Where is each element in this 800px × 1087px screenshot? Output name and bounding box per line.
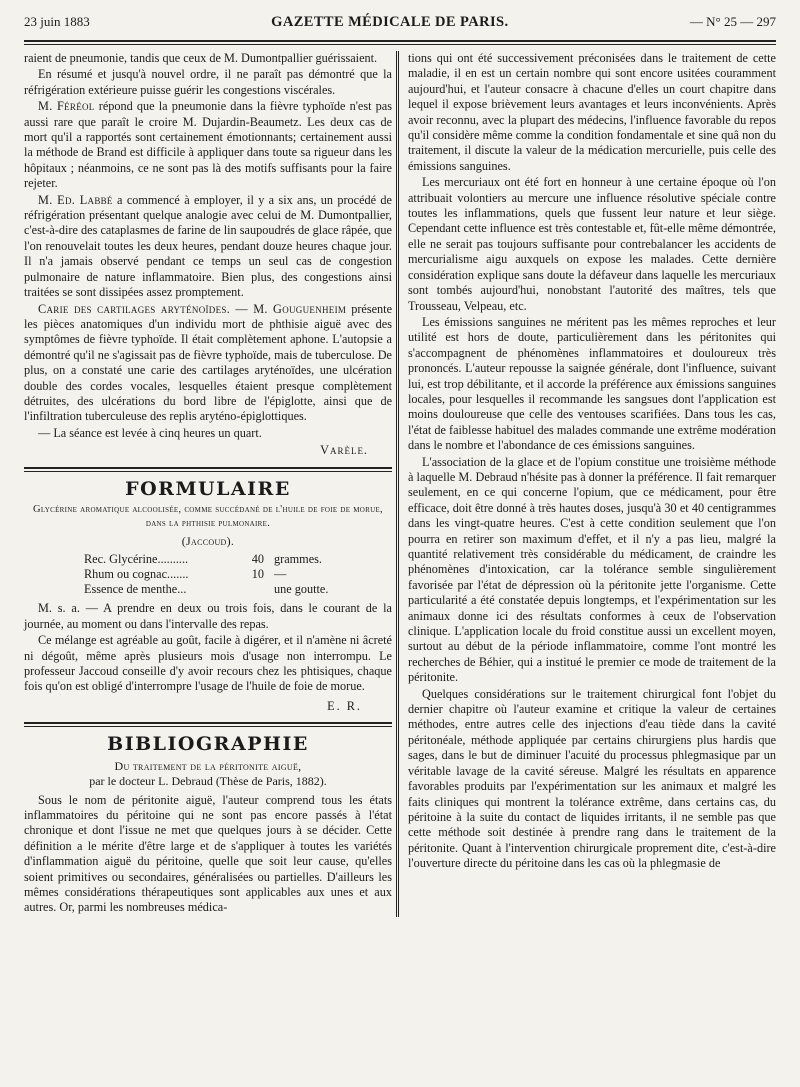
columns xyxy=(24,51,776,917)
recipe-row xyxy=(84,552,392,567)
paragraph: raient de pneumonie, tandis que ceux de M. Dumontpallier guérissaient. xyxy=(24,51,378,65)
column-separator xyxy=(396,51,399,917)
quantity xyxy=(234,582,264,597)
work-author: par le docteur L. Debraud (Thèse de Paris, 1882). xyxy=(89,773,327,788)
section-rule xyxy=(24,467,392,472)
speaker-name: — M. Gouguenheim xyxy=(230,301,347,316)
paragraph: Ce mélange est agréable au goût, facile à digérer, et il n'amène ni âcreté ni dégoût, même après plusieurs mois d'usage non interrompu. Le professeur Jaccoud conseille d'y avoir recours chez les phtisiques, chaque fois qu'on est obligé d'interrompre l'usage de l'huile de foie de morue. xyxy=(24,633,392,694)
recipe xyxy=(84,552,392,597)
work-reference xyxy=(24,759,392,789)
ingredient: Rec. Glycérine.......... xyxy=(84,552,189,567)
header-date: 23 juin 1883 xyxy=(24,14,90,29)
header-rule xyxy=(24,40,776,45)
paragraph: — La séance est levée à cinq heures un quart. xyxy=(38,425,262,440)
unit: une goutte. xyxy=(274,582,329,597)
paragraph: L'association de la glace et de l'opium constitue une troisième méthode à laquelle M. Debraud n'hésite pas à donner la préférence. Il fait remarquer seulement, en ce qui concerne l'opium, que ce médicament, pour être efficace, doit être donné à très hautes doses, jusqu'à 30 et 40 centigrammes dans les vingt-quatre heures. C'est à cette condition seulement que l'on pourra en retirer son maximum d'effet, et il n'y a pas lieu, malgré la quantité relativement très considérable du médicament, de craindre les phénomènes d'intoxication, car la tolérance semble singulièrement favorisée par l'état de dépression où la péritonite jette l'organisme. Cette particularité a été constatée depuis longtemps, et l'expérimentation sur les animaux donne ici des résultats conformes à ceux de l'observation clinique. L'application locale du froid constitue aussi un excellent moyen, surtout au début de la période inflammatoire, comme l'ont montré les recherches de Béhier, qui a institué le premier ce mode de traitement de la péritonite. xyxy=(408,454,776,685)
page-number: — N° 25 — 297 xyxy=(689,14,776,29)
paragraph: Les mercuriaux ont été fort en honneur à une certaine époque où l'on attribuait volontiers au mercure une influence résolutive spéciale contre toutes les inflammations, quels que fussent leur nature et leur siège. Cependant cette influence est très contestable et, fût-elle même démontrée, elle ne serait pas toujours suffisante pour contrebalancer les accidents de mercurialisme aigu auxquels on expose les malades. Cette dernière considération explique sans doute la défaveur dans laquelle les mercuriaux sont tombés aujourd'hui, nonobstant l'autorité des maîtres, tels que Trousseau, Velpeau, etc. xyxy=(408,175,776,313)
paragraph: Les émissions sanguines ne méritent pas les mêmes reproches et leur utilité est hors de doute, particulièrement dans les péritonites qui s'accompagnent de phénomènes inflammatoires et douloureux très prononcés. L'auteur repousse la saignée générale, dont l'influence, suivant lui, est trop débilitante, et il accorde la préférence aux émissions sanguines locales, pour lesquelles il recommande les sangsues dont l'application est moins douloureuse que celle des ventouses scarifiées. Dans tous les cas, l'état de faiblesse habituel des malades commande une extrême modération dans le nombre et l'abondance de ces émissions sanguines. xyxy=(408,314,776,453)
paragraph: Sous le nom de péritonite aiguë, l'auteur comprend tous les états inflammatoires du péritoine qui ne sont pas encore passés à l'état chronique et dont l'issue ne met que quelques jours à se décider. Cette définition a le mérite d'être large et de s'appliquer à toutes les variétés d'inflammation aiguë du péritoine, quelle que soit leur cause, qu'elles soient primitives ou secondaires, généralisées ou partielles. D'ailleurs les mêmes considérations thérapeutiques sont applicables aux unes et aux autres. Or, parmi les nombreuses médica- xyxy=(24,792,392,915)
paragraph-text: présente les pièces anatomiques d'un individu mort de phthisie aiguë avec des symptômes de fièvre typhoïde. Il était complètement aphone. L'autopsie a démontré qu'il ne s'agissait pas de fièvre typhoïde, mais de tuberculose. De plus, on a constaté une carie des cartilages aryténoïdes, une ulcération double des cordes vocales, lesquelles étaient presque complètement détruites, des ulcérations du bord libre de l'épiglotte, ainsi que de l'infiltration tuberculeuse des replis aryténo-épiglottiques. xyxy=(24,301,393,424)
paragraph xyxy=(24,302,392,425)
left-column xyxy=(24,51,392,917)
initials: E. R. xyxy=(327,698,362,713)
ingredient: Essence de menthe... xyxy=(84,582,187,597)
paragraph: En résumé et jusqu'à nouvel ordre, il ne paraît pas démontré que la réfrigération extérieure puisse guérir les congestions viscérales. xyxy=(24,67,392,97)
unit: grammes. xyxy=(274,552,322,567)
bibliographie-title: BIBLIOGRAPHIE xyxy=(107,733,309,756)
speaker-name: M. Ed. Labbé xyxy=(38,192,113,207)
formulaire-subtitle: Glycérine aromatique alcoolisée, comme succédané de l'huile de foie de morue, dans la phthisie pulmonaire. xyxy=(33,503,383,529)
ingredient: Rhum ou cognac....... xyxy=(84,567,189,582)
paragraph: Quelques considérations sur le traitement chirurgical font l'objet du dernier chapitre où l'auteur examine et critique la valeur de certaines méthodes, entre autres celle des injections d'eau tiède dans la cavité péritonéale, méthode appliquée par certains chirurgiens plus hardis que sages, dans le but de diminuer l'acuité du processus phlegmasique par un véritable lavage de la cavité séreuse. Malgré les résultats en apparence favorables produits par l'expérimentation sur les animaux et malgré les faits cliniques qui montrent la tolérance extrême, dans certains cas, du péritoine à la suite du contact de liquides irritants, il ne semble pas que cette méthode soit destinée à prendre rang dans le traitement de la péritonite. Quant à l'intervention chirurgicale proprement dite, c'est-à-dire l'ouverture directe du péritoine dans les cas où la phlegmasie de xyxy=(408,686,776,871)
section-heading: Carie des cartilages aryténoïdes. xyxy=(38,301,231,316)
work-title: Du traitement de la péritonite aiguë, xyxy=(114,758,302,773)
section-rule xyxy=(24,722,392,727)
paragraph xyxy=(24,193,392,301)
recipe-row xyxy=(84,582,392,597)
paragraph: tions qui ont été successivement préconisées dans le traitement de cette maladie, il en est un certain nombre qui sont encore usitées couramment aujourd'hui, et l'auteur consacre à chacune d'elles un court chapitre dans lequel il expose brièvement leurs avantages et leurs inconvénients. Après avoir reconnu, avec la plupart des médecins, l'influence favorable du repos qu'il considère même comme la condition fondamentale et sine quâ non du traitement, il discute la valeur de la médication mercurielle, puis celle des émissions sanguines. xyxy=(408,51,776,173)
right-column xyxy=(408,51,776,917)
journal-title: GAZETTE MÉDICALE DE PARIS. xyxy=(271,14,509,30)
signature: Varèle. xyxy=(320,443,368,458)
unit: — xyxy=(274,567,287,582)
formulaire-title: FORMULAIRE xyxy=(125,477,291,500)
page-header xyxy=(24,14,776,36)
paragraph: M. s. a. — A prendre en deux ou trois fois, dans le courant de la journée, au moment ou dans l'intervalle des repas. xyxy=(24,601,392,631)
paragraph-text: répond que la pneumonie dans la fièvre typhoïde n'est pas aussi rare que paraît le croire M. Dujardin-Beaumetz. Les deux cas de mort qu'il a rapportés sont certainement émotionnants; certainement aussi la méthode de Brand est difficile à appliquer dans toute sa rigueur dans les hôpitaux ; néanmoins, ce ne sont pas là des motifs suffisants pour la faire rejeter. xyxy=(24,99,392,191)
formulaire-author: (Jaccoud). xyxy=(181,533,235,548)
quantity: 10 xyxy=(251,567,264,582)
recipe-row xyxy=(84,567,392,582)
paragraph-text: a commencé à employer, il y a six ans, un procédé de réfrigération présentant quelque analogie avec celui de M. Dumontpallier, c'est-à-dire des cataplasmes de farine de lin saupoudrés de glace râpée, que l'on renouvelait toutes les deux heures, pendant douze heures chaque jour. Il n'a jamais observé pendant ce temps un seul cas de congestion pulmonaire de nature inflammatoire. Bien plus, des congestions ainsi traitées se sont dissipées assez promptement. xyxy=(24,192,392,300)
paragraph xyxy=(24,99,392,191)
speaker-name: M. Féréol xyxy=(38,99,95,114)
quantity: 40 xyxy=(251,552,264,567)
